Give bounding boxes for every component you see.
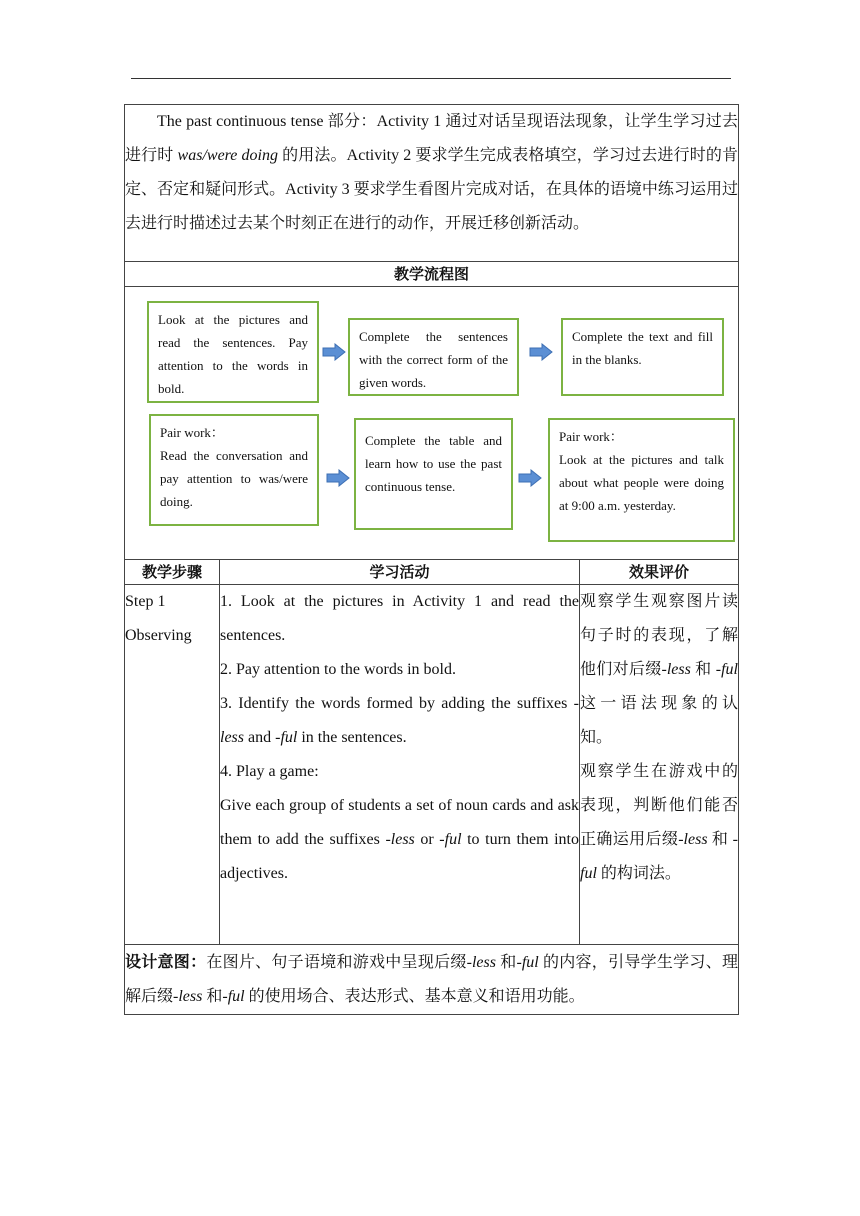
step1-label-cell [125, 585, 220, 945]
activity-item-3 [220, 687, 579, 755]
flow-box-6 [548, 418, 735, 542]
design-and-1: 和 [495, 954, 517, 971]
flow-box-4 [149, 414, 319, 526]
flow-box-1 [147, 301, 319, 403]
arrow-right-icon [322, 343, 346, 361]
activity-item-4: 4. Play a game: [220, 763, 319, 780]
arrow-right-icon [326, 469, 350, 487]
flow-box-6-head: Pair work： [559, 429, 623, 444]
activity-item-5 [220, 789, 579, 891]
design-text-c: 的使用场合、表达形式、基本意义和语用功能。 [244, 988, 585, 1005]
intro-row [125, 105, 739, 262]
flow-title-row [125, 262, 739, 287]
evaluation-1-and: 和 [690, 661, 716, 678]
evaluation-1 [580, 585, 738, 755]
flow-box-1-text: Look at the pictures and read the sentences. Pay attention to the words in bold. [158, 312, 308, 396]
flow-box-3 [561, 318, 724, 396]
evaluation-2-text-a: 观察学生在游戏中的表现，判断他们能否正确运用后缀 [580, 763, 738, 848]
header-activity: 学习活动 [220, 560, 580, 585]
step1-row [125, 585, 739, 945]
design-intent-label: 设计意图： [125, 952, 207, 971]
flowchart-title: 教学流程图 [125, 262, 739, 287]
suffix-ful: -ful [275, 729, 298, 746]
header-step: 教学步骤 [125, 560, 220, 585]
intro-cell [125, 105, 739, 262]
flow-box-5 [354, 418, 513, 530]
step1-activity-cell [220, 585, 580, 945]
header-evaluation: 效果评价 [580, 560, 739, 585]
evaluation-2 [580, 755, 738, 891]
design-text-a: 在图片、句子语境和游戏中呈现后缀 [206, 954, 467, 971]
activity-item-1: 1. Look at the pictures in Activity 1 and read the sentences. [220, 593, 579, 644]
flow-box-3-text: Complete the text and fill in the blanks. [572, 329, 713, 367]
step1-evaluation-cell [580, 585, 739, 945]
header-rule [131, 78, 731, 79]
suffix-less: -less [466, 954, 496, 971]
flow-row [125, 287, 739, 560]
flow-box-6-text: Look at the pictures and talk about what people were doing at 9:00 a.m. yesterday. [559, 452, 724, 513]
activity-item-3-text-b: in the sentences. [297, 729, 407, 746]
suffix-ful: -ful [222, 988, 245, 1005]
design-and-2: 和 [202, 988, 223, 1005]
intro-paragraph [125, 105, 738, 241]
evaluation-2-and: 和 [707, 831, 733, 848]
flowchart-cell [125, 287, 739, 560]
flow-box-2-text: Complete the sentences with the correct form of the given words. [359, 329, 508, 390]
lesson-plan-table [124, 104, 739, 1015]
suffix-ful: -ful [580, 831, 738, 882]
step1-label: Step 1 [125, 593, 166, 610]
steps-header-row [125, 560, 739, 585]
design-row [125, 945, 739, 1015]
activity-item-5-or: or [414, 831, 440, 848]
evaluation-2-text-b: 的构词法。 [596, 865, 681, 882]
intro-emphasis: was/were doing [177, 147, 278, 164]
suffix-less: -less [173, 988, 203, 1005]
suffix-ful: -ful [516, 954, 539, 971]
suffix-ful: -ful [439, 831, 462, 848]
activity-item-3-text-a: 3. Identify the words formed by adding the suffixes [220, 695, 574, 712]
suffix-less: -less [661, 661, 691, 678]
suffix-less: -less [220, 695, 579, 746]
intro-text-2: 的用法。Activity 2 要求学生完成表格填空，学习过去进行时的肯定、否定和疑问形式。Activity 3 要求学生看图片完成对话，在具体的语境中练习运用过去进行时描述过去某个时刻正在进行的动作，开展迁移创新活动。 [125, 147, 738, 232]
activity-item-5-text-b: to turn them into adjectives. [220, 831, 580, 882]
step1-name: Observing [125, 627, 192, 644]
suffix-ful: -ful [715, 661, 738, 678]
suffix-less: -less [678, 831, 708, 848]
evaluation-1-text-a: 观察学生观察图片读句子时的表现，了解他们对后缀 [580, 593, 738, 678]
evaluation-1-text-b: 这一语法现象的认知。 [580, 695, 738, 746]
flow-box-4-text: Read the conversation and pay attention to was/were doing. [160, 448, 308, 509]
activity-item-3-and: and [244, 729, 276, 746]
flow-box-2 [348, 318, 519, 396]
suffix-less: -less [385, 831, 415, 848]
design-intent-cell [125, 945, 739, 1015]
arrow-right-icon [529, 343, 553, 361]
design-text-b: 的内容，引导学生学习、理解后缀 [125, 954, 738, 1005]
flow-box-4-head: Pair work： [160, 425, 224, 440]
activity-item-2: 2. Pay attention to the words in bold. [220, 661, 456, 678]
flow-box-5-text: Complete the table and learn how to use the past continuous tense. [365, 433, 502, 494]
activity-item-5-text-a: Give each group of students a set of noun cards and ask them to add the suffixes [220, 797, 579, 848]
intro-text-1: The past continuous tense 部分：Activity 1 通过对话呈现语法现象，让学生学习过去进行时 [125, 113, 738, 164]
arrow-right-icon [518, 469, 542, 487]
